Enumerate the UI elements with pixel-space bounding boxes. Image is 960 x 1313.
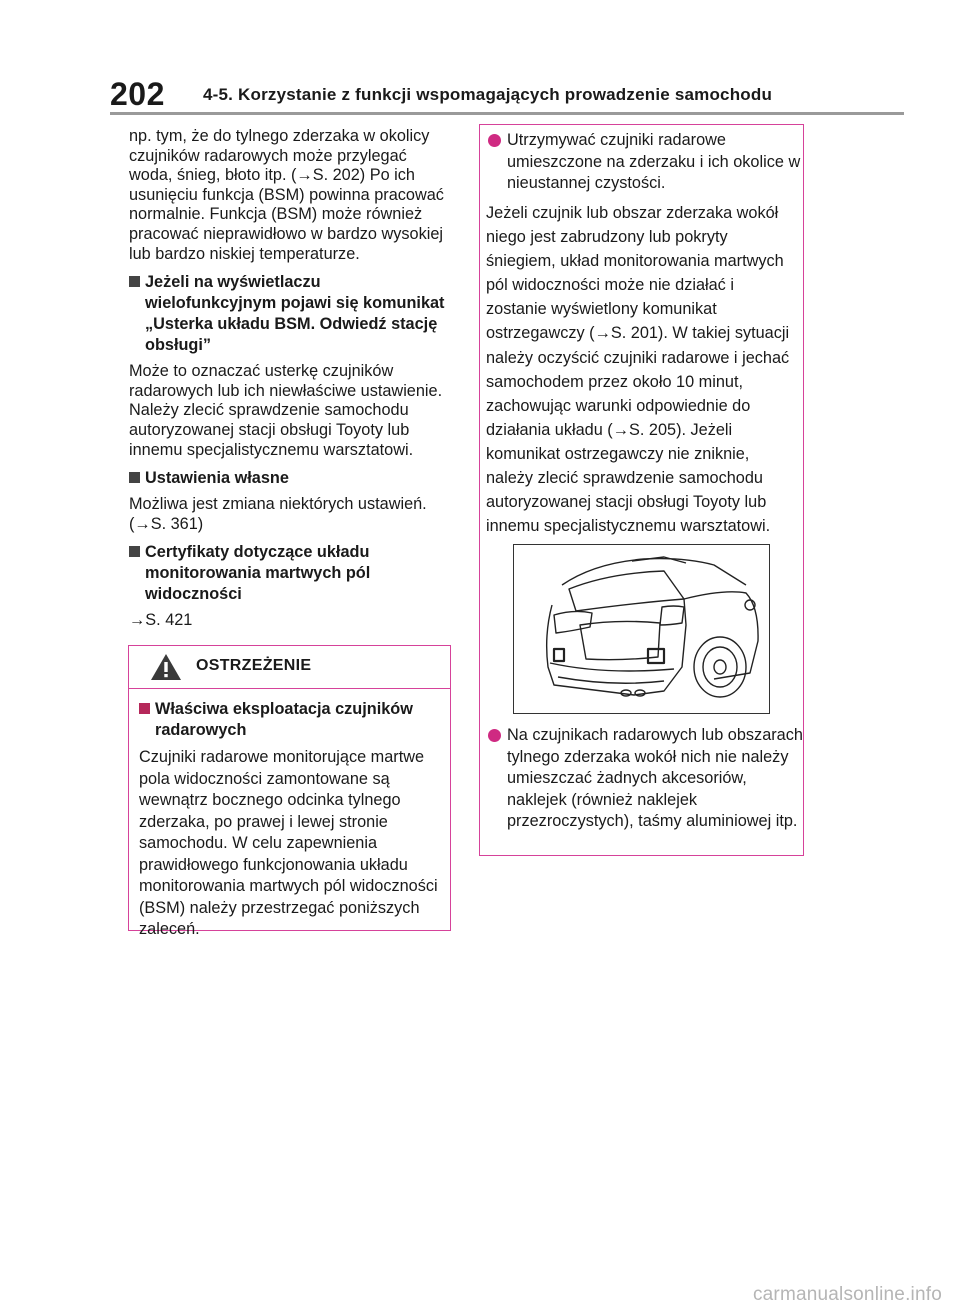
square-bullet-icon	[129, 542, 145, 563]
warning-subheading: Właściwa eksploatacja czujników radarowych	[139, 699, 444, 741]
subsection-heading: Certyfikaty dotyczące układu monitorowania martwych pól widoczności	[129, 542, 452, 605]
warning-body	[129, 689, 450, 941]
section-title: 4-5. Korzystanie z funkcji wspomagających prowadzenie samochodu	[203, 85, 773, 104]
left-column	[129, 127, 452, 639]
info-box	[479, 124, 804, 856]
warning-box	[128, 645, 451, 938]
intro-paragraph: np. tym, że do tylnego zderzaka w okolicy czujników radarowych może przylegać woda, śnieg, błoto itp. (→S. 202) Po ich usunięciu funkcja (BSM) powinna pracować normalnie. Funkcja (BSM) może również pracować nieprawidłowo w bardzo wysokiej lub bardzo niskiej temperaturze.	[129, 127, 444, 263]
subsection-body: →S. 421	[129, 611, 193, 630]
subsection-heading: Ustawienia własne	[129, 468, 452, 489]
square-bullet-icon	[129, 468, 145, 489]
info-bullet: Na czujnikach radarowych lub obszarach tylnego zderzaka wokół nich nie należy umieszczać żadnych akcesoriów, naklejek (również naklejek przezroczystych), taśmy aluminiowej itp.	[486, 725, 807, 833]
warning-triangle-icon	[149, 652, 183, 687]
car-rear-icon	[514, 545, 768, 712]
info-bullet: Utrzymywać czujniki radarowe umieszczone na zderzaku i ich okolice w nieustannej czystości.	[486, 130, 807, 195]
square-bullet-icon	[139, 699, 155, 720]
car-rear-illustration	[513, 544, 770, 714]
warning-text: Czujniki radarowe monitorujące martwe pola widoczności zamontowane są wewnątrz bocznego odcinka tylnego zderzaka, po prawej i lewej stronie samochodu. W celu zapewnienia prawidłowego funkcjonowania układu monitorowania martwych pól widoczności (BSM) należy przestrzegać poniższych zaleceń.	[139, 748, 438, 938]
info-paragraph: Jeżeli czujnik lub obszar zderzaka wokół niego jest zabrudzony lub pokryty śniegiem, układ monitorowania martwych pól widoczności może nie działać i zostanie wyświetlony komunikat ostrzegawczy (→S. 201). W takiej sytuacji należy oczyścić czujniki radarowe i jechać samochodem przez około 10 minut, zachowując warunki odpowiednie do działania układu (→S. 205). Jeżeli komunikat ostrzegawczy nie zniknie, należy zlecić sprawdzenie samochodu autoryzowanej stacji obsługi Toyoty lub innemu specjalistycznemu warsztatowi.	[486, 204, 790, 536]
page-number: 202	[110, 76, 165, 112]
warning-header	[129, 646, 450, 689]
subsection-body: Możliwa jest zmiana niektórych ustawień. (→S. 361)	[129, 495, 427, 533]
watermark: carmanualsonline.info	[752, 1284, 942, 1305]
subsection-heading: Jeżeli na wyświetlaczu wielofunkcyjnym pojawi się komunikat „Usterka układu BSM. Odwiedź stację obsługi”	[129, 272, 452, 356]
subsection-body: Może to oznaczać usterkę czujników radarowych lub ich niewłaściwe ustawienie. Należy zlecić sprawdzenie samochodu autoryzowanej stacji obsługi Toyoty lub innemu specjalistycznemu warsztatowi.	[129, 362, 443, 459]
circle-bullet-icon	[488, 134, 501, 147]
header-divider	[110, 112, 904, 115]
circle-bullet-icon	[488, 729, 501, 742]
square-bullet-icon	[129, 272, 145, 293]
warning-title: OSTRZEŻENIE	[196, 657, 312, 674]
